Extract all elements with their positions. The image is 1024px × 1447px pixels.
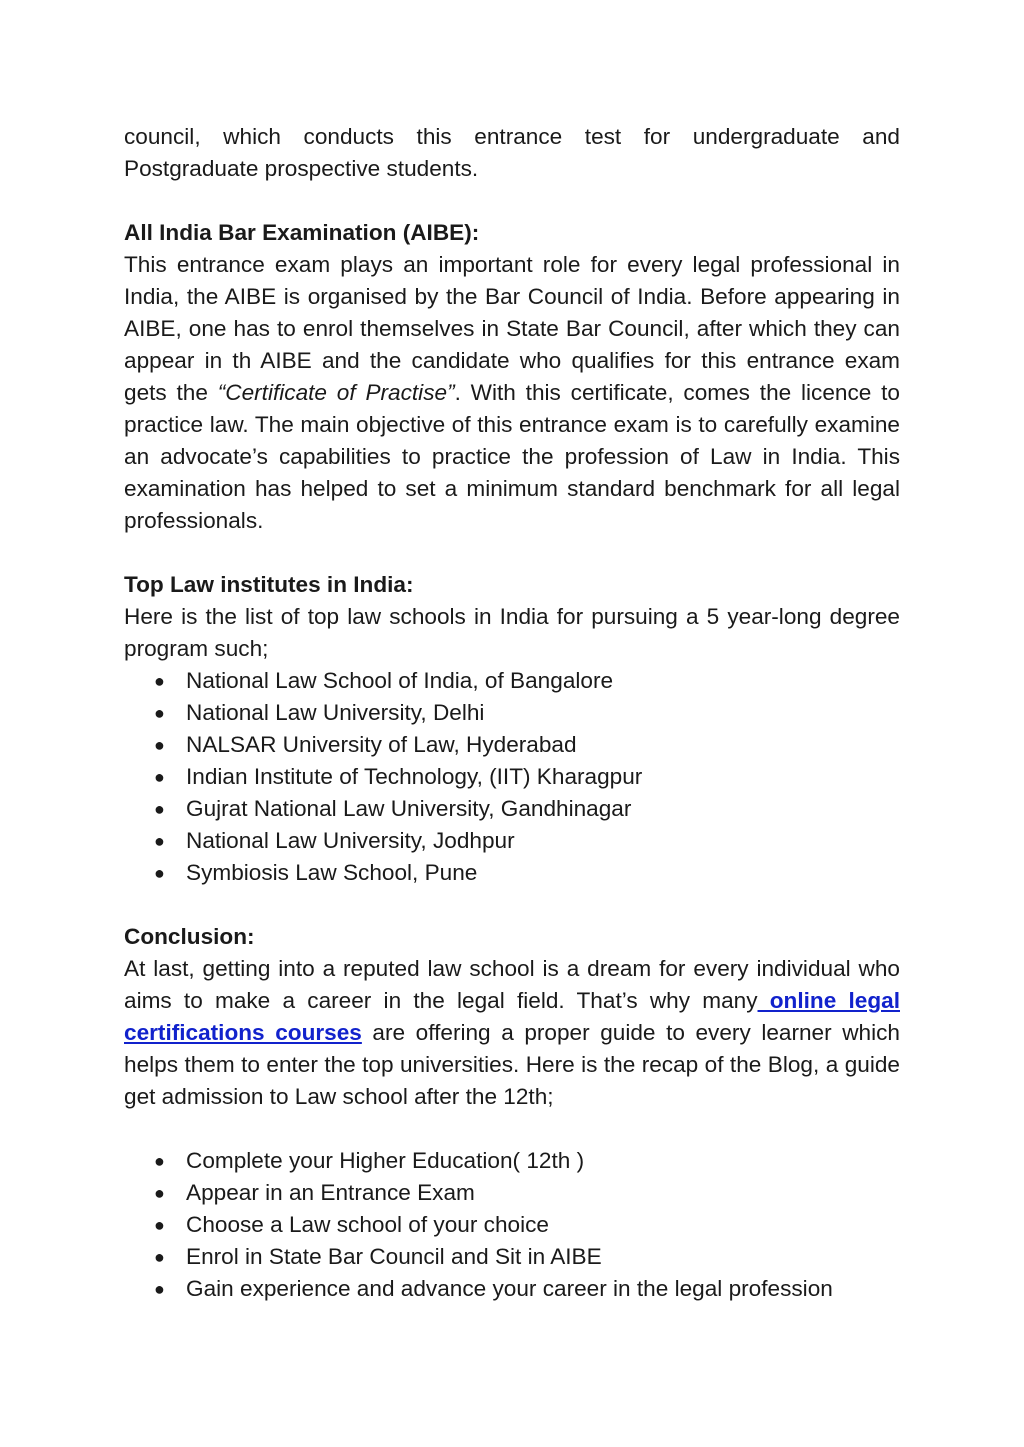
spacer — [124, 537, 900, 569]
bullet-icon: ● — [154, 831, 165, 851]
spacer — [124, 889, 900, 921]
certificate-emphasis: “Certificate of Practise” — [217, 380, 455, 405]
list-item — [124, 1209, 900, 1241]
list-item-text: Gain experience and advance your career in the legal profession — [186, 1276, 833, 1301]
bullet-icon: ● — [154, 1151, 165, 1171]
list-item-text: Choose a Law school of your choice — [186, 1212, 549, 1237]
list-item — [124, 1241, 900, 1273]
list-item — [124, 857, 900, 889]
list-item-text: National Law School of India, of Bangalore — [186, 668, 614, 693]
bullet-icon: ● — [154, 703, 165, 723]
list-item-text: Complete your Higher Education( 12th ) — [186, 1148, 585, 1173]
list-item-text: Appear in an Entrance Exam — [186, 1180, 475, 1205]
list-item-text: National Law University, Jodhpur — [186, 828, 515, 853]
document-page — [124, 121, 900, 1305]
bullet-icon: ● — [154, 735, 165, 755]
bullet-icon: ● — [154, 1183, 165, 1203]
conclusion-paragraph — [124, 953, 900, 1113]
institutes-paragraph: Here is the list of top law schools in India for pursuing a 5 year-long degree program such; — [124, 604, 900, 661]
conclusion-heading: Conclusion: — [124, 924, 255, 949]
recap-list — [124, 1145, 900, 1305]
list-item-text: Symbiosis Law School, Pune — [186, 860, 478, 885]
list-item-text: Indian Institute of Technology, (IIT) Kharagpur — [186, 764, 643, 789]
online-legal-courses-link[interactable]: online legal certifications courses — [124, 988, 900, 1045]
list-item — [124, 793, 900, 825]
aibe-text-start: This entrance exam plays an important role for every legal professional in India, the AIBE is organised by the Bar Council of India. Before appearing in AIBE, one has to enrol themselves in State Bar Council, after which they can appear in th AIBE and the candidate who qualifies for this entrance exam gets the — [124, 252, 900, 405]
institutes-list — [124, 665, 900, 889]
list-item — [124, 825, 900, 857]
spacer — [124, 185, 900, 217]
spacer — [124, 1113, 900, 1145]
list-item-text: National Law University, Delhi — [186, 700, 485, 725]
list-item — [124, 665, 900, 697]
bullet-icon: ● — [154, 863, 165, 883]
list-item-text: Enrol in State Bar Council and Sit in AIBE — [186, 1244, 602, 1269]
bullet-icon: ● — [154, 767, 165, 787]
list-item — [124, 729, 900, 761]
bullet-icon: ● — [154, 1215, 165, 1235]
bullet-icon: ● — [154, 1279, 165, 1299]
list-item — [124, 697, 900, 729]
list-item — [124, 1273, 900, 1305]
aibe-heading: All India Bar Examination (AIBE): — [124, 220, 480, 245]
list-item — [124, 761, 900, 793]
list-item-text: NALSAR University of Law, Hyderabad — [186, 732, 577, 757]
conclusion-text-end: are offering a proper guide to every learner which helps them to enter the top universities. Here is the recap of the Blog, a guide get admission to Law school after the 12th; — [124, 1020, 900, 1109]
institutes-heading: Top Law institutes in India: — [124, 572, 414, 597]
bullet-icon: ● — [154, 1247, 165, 1267]
aibe-paragraph — [124, 249, 900, 537]
intro-paragraph: council, which conducts this entrance test for undergraduate and Postgraduate prospective students. — [124, 124, 900, 181]
aibe-text-end: . With this certificate, comes the licence to practice law. The main objective of this entrance exam is to carefully examine an advocate’s capabilities to practice the profession of Law in India. This examination has helped to set a minimum standard benchmark for all legal professionals. — [124, 380, 900, 533]
list-item — [124, 1145, 900, 1177]
list-item — [124, 1177, 900, 1209]
bullet-icon: ● — [154, 799, 165, 819]
conclusion-text-start: At last, getting into a reputed law school is a dream for every individual who aims to make a career in the legal field. That’s why many — [124, 956, 900, 1013]
bullet-icon: ● — [154, 671, 165, 691]
list-item-text: Gujrat National Law University, Gandhinagar — [186, 796, 632, 821]
